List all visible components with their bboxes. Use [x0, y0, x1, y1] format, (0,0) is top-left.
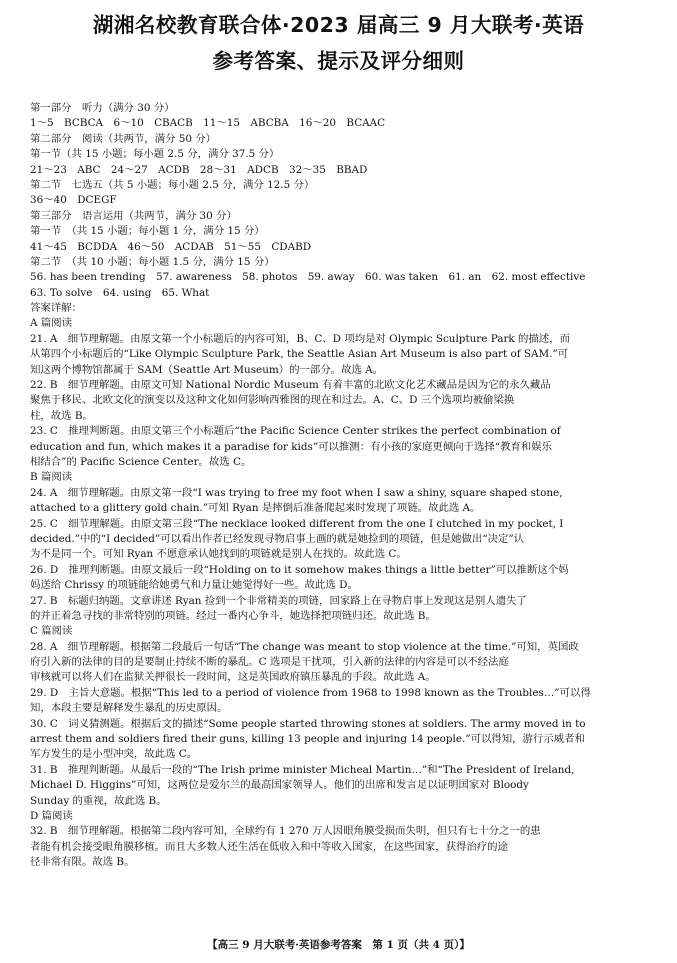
- answer-line: 相结合”的 Pacific Science Center。故选 C。: [30, 455, 252, 468]
- answer-item: [30, 378, 642, 424]
- summary-line: 第一节（共 15 小题；每小题 2.5 分，满分 37.5 分）: [30, 148, 280, 161]
- summary-line: 1～5 BCBCA 6～10 CBACB 11～15 ABCBA 16～20 BCAAC: [30, 117, 386, 130]
- answer-item: [30, 517, 642, 563]
- answer-line: B 篇阅读: [30, 471, 73, 484]
- answer-line: 知这两个博物馆都属于 SAM（Seattle Art Museum）的一部分。故选 A。: [30, 363, 384, 376]
- answer-item: [30, 717, 642, 763]
- answer-line: 25. C 细节理解题。由原文第三段“The necklace looked different from the one I clutched in my pocket, I: [30, 517, 564, 530]
- answer-item: [30, 824, 642, 870]
- answer-line: 30. C 词义猜测题。根据后文的描述“Some people started throwing stones at soldiers. The army moved in to: [30, 717, 586, 730]
- answer-line: 26. D 推理判断题。由原文最后一段“Holding on to it somehow makes things a little better”可以推断这个妈: [30, 563, 569, 576]
- answer-line: 28. A 细节理解题。根据第二段最后一句话“The change was meant to stop violence at the time.”可知，英国政: [30, 640, 579, 653]
- answer-item: [30, 763, 642, 809]
- answer-item: [30, 640, 642, 686]
- answer-line: arrest them and soldiers fired their guns, killing 13 people and injuring 14 people.”可以得知，游行示威者和: [30, 733, 585, 746]
- summary-line: 63. To solve 64. using 65. What: [30, 286, 210, 299]
- summary-line: A 篇阅读: [30, 317, 72, 330]
- document-title: 湖湘名校教育联合体·2023 届高三 9 月大联考·英语: [92, 13, 585, 37]
- answer-line: 军方发生的是小型冲突，故此选 C。: [30, 748, 198, 761]
- answer-item: [30, 486, 642, 517]
- summary-line: 第二部分 阅读（共两节，满分 50 分）: [30, 132, 217, 145]
- answer-line: 聚焦于移民、北欧文化的演变以及这种文化如何影响西雅图的现在和过去。A、C、D 三个选项均被偷梁换: [30, 394, 515, 407]
- answer-line: 审核就可以将人们在监狱关押很长一段时间，这是英国政府镇压暴乱的手段。故此选 A。: [30, 671, 436, 684]
- answer-item: [30, 424, 642, 470]
- summary-line: 41～45 BCDDA 46～50 ACDAB 51～55 CDABD: [30, 240, 312, 253]
- answer-line: 32. B 细节理解题。根据第二段内容可知，全球约有 1 270 万人因眼角膜受损而失明，但只有七十分之一的患: [30, 825, 541, 838]
- summary-line: 第三部分 语言运用（共两节，满分 30 分）: [30, 209, 237, 222]
- answer-item: [30, 624, 642, 639]
- answer-line: 31. B 推理判断题。从最后一段的“The Irish prime minister Micheal Martin…”和“The President of Ireland,: [30, 763, 575, 776]
- summary-line: 答案详解：: [30, 302, 82, 315]
- document-subtitle: 参考答案、提示及评分细则: [212, 49, 465, 73]
- answer-item: [30, 809, 642, 824]
- summary-line: 56. has been trending 57. awareness 58. photos 59. away 60. was taken 61. an 62. most effective: [30, 271, 586, 284]
- answer-item: [30, 686, 642, 717]
- answer-line: decided.”中的“I decided”可以看出作者已经发现寻物启事上画的就是她捡到的项链，但是她做出“决定”认: [30, 532, 525, 545]
- summary-line: 第一节 （共 15 小题；每小题 1 分，满分 15 分）: [30, 225, 265, 238]
- answer-line: 径非常有限。故选 B。: [30, 856, 135, 869]
- answer-line: education and fun, which makes it a paradise for kids”可以推测：有小孩的家庭更倾向于选择“教育和娱乐: [30, 440, 553, 453]
- answer-line: Sunday 的重视，故此选 B。: [30, 794, 167, 807]
- answer-line: 为不是同一个。可知 Ryan 不愿意承认她找到的项链就是别人在找的。故此选 C。: [30, 548, 407, 561]
- answer-line: D 篇阅读: [30, 809, 73, 822]
- answer-line: attached to a glittery gold chain.”可知 Ryan 是摔倒后准备爬起来时发现了项链。故此选 A。: [30, 502, 481, 515]
- answer-body: [30, 101, 642, 871]
- answer-line: 从第四个小标题后的“Like Olympic Sculpture Park, the Seattle Asian Art Museum is also part of SAM.”可: [30, 348, 569, 361]
- answer-line: C 篇阅读: [30, 625, 73, 638]
- page-footer: 【高三 9 月大联考·英语参考答案 第 1 页（共 4 页）】: [207, 939, 470, 951]
- answer-line: 23. C 推理判断题。由原文第三个小标题后“the Pacific Science Center strikes the perfect combination of: [30, 425, 561, 438]
- answer-line: 妈送给 Chrissy 的项链能给她勇气和力量让她觉得好一些。故此选 D。: [30, 579, 358, 592]
- answer-line: 者能有机会接受眼角膜移植。而且大多数人还生活在低收入和中等收入国家，在这些国家，获得治疗的途: [30, 840, 508, 853]
- answer-line: 29. D 主旨大意题。根据“This led to a period of violence from 1968 to 1998 known as the Troubles…”可以得: [30, 686, 591, 699]
- answer-line: 知，本段主要是解释发生暴乱的历史原因。: [30, 702, 228, 715]
- answer-line: 24. A 细节理解题。由原文第一段“I was trying to free my foot when I saw a shiny, square shaped stone,: [30, 486, 563, 499]
- answer-line: 21. A 细节理解题。由原文第一个小标题后的内容可知，B、C、D 项均是对 Olympic Sculpture Park 的描述，而: [30, 332, 570, 345]
- answer-item: [30, 332, 642, 378]
- answer-item: [30, 470, 642, 485]
- answer-line: 柱，故选 B。: [30, 409, 93, 422]
- answer-line: 22. B 细节理解题。由原文可知 National Nordic Museum 有着丰富的北欧文化艺术藏品是因为它的永久藏品: [30, 379, 551, 392]
- answer-line: 的并正着急寻找的非常特别的项链。经过一番内心争斗，她选择把项链归还。故此选 B。: [30, 609, 436, 622]
- answer-line: 27. B 标题归纳题。文章讲述 Ryan 捡到一个非常精美的项链，回家路上在寻物启事上发现这是别人遗失了: [30, 594, 527, 607]
- summary-line: 21～23 ABC 24～27 ACDB 28～31 ADCB 32～35 BBAD: [30, 163, 368, 176]
- answer-line: Michael D. Higgins”可知，这两位是爱尔兰的最高国家领导人。他们的出席和发言足以证明国家对 Bloody: [30, 779, 529, 792]
- answer-line: 府引入新的法律的目的是要制止持续不断的暴乱。C 选项是干扰项，引入新的法律的内容是可以不经法庭: [30, 656, 509, 669]
- summary-line: 第二节 （共 10 小题；每小题 1.5 分，满分 15 分）: [30, 255, 275, 268]
- answer-item: [30, 563, 642, 594]
- answer-item: [30, 594, 642, 625]
- summary-line: 第二节 七选五（共 5 小题；每小题 2.5 分，满分 12.5 分）: [30, 178, 315, 191]
- summary-line: 36～40 DCEGF: [30, 194, 117, 207]
- answer-details: [30, 332, 642, 871]
- answer-summary: [30, 101, 642, 332]
- summary-line: 第一部分 听力（满分 30 分）: [30, 102, 175, 114]
